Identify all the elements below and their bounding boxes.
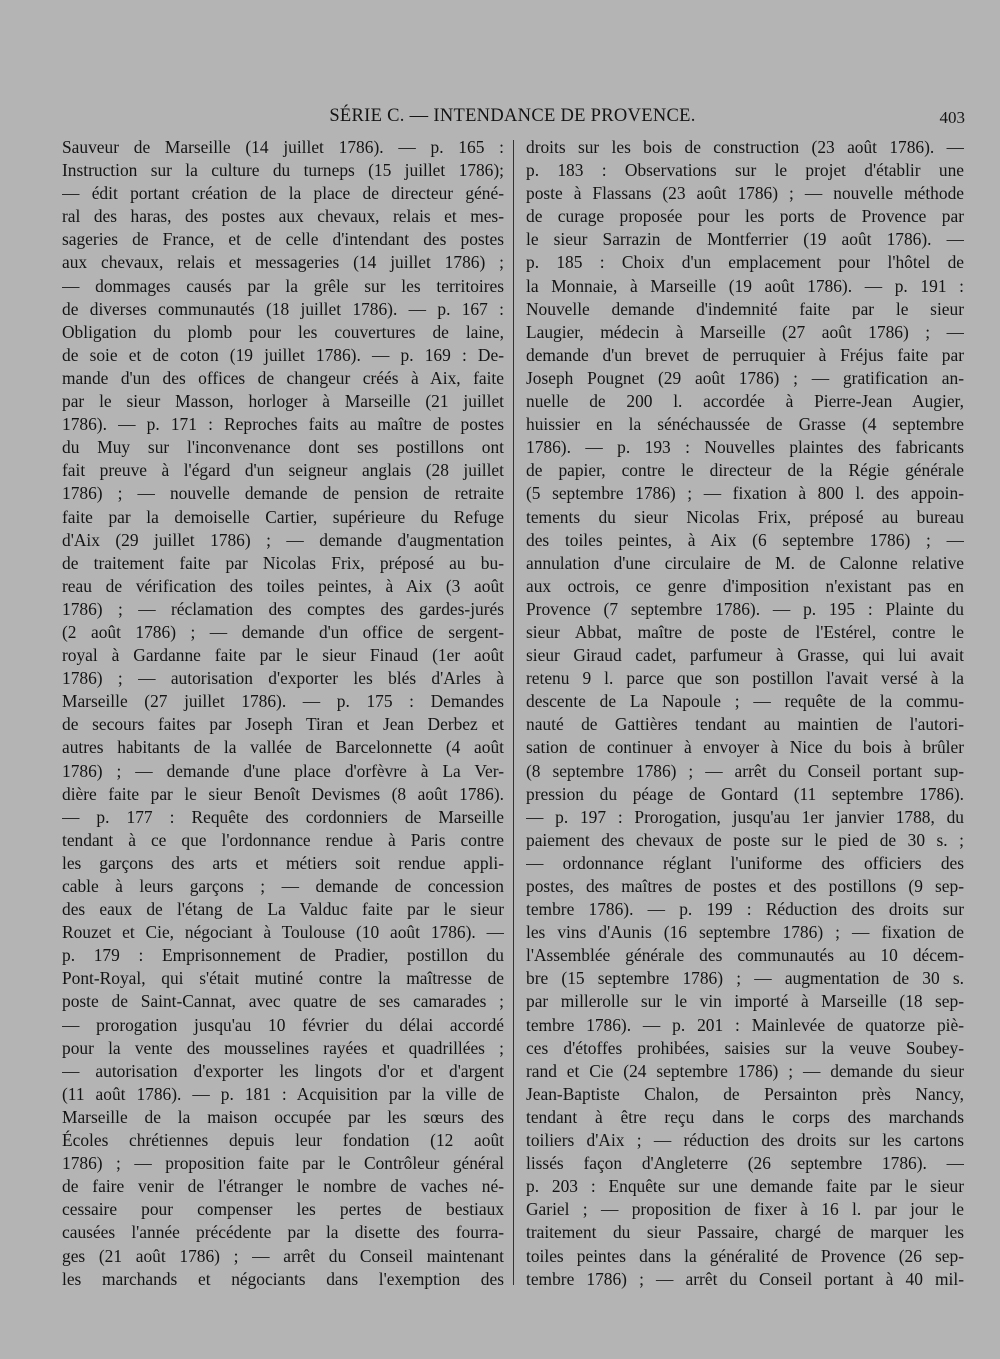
text-line: cable à leurs garçons ; — demande de concession [62,876,504,896]
text-line: Écoles chrétiennes depuis leur fondation (12 août [62,1130,504,1151]
text-line: de faire venir de l'étranger le nombre de vaches né- [62,1176,504,1197]
text-line: tembre 1786) ; — arrêt du Conseil portant à 40 mil- [526,1268,964,1289]
text-line: Nouvelle demande d'indemnité faite par le sieur [526,298,964,319]
text-line: la Monnaie, à Marseille (19 août 1786). — p. 191 : [526,275,964,296]
text-line: — p. 197 : Prorogation, jusqu'au 1er janvier 1788, du [526,806,964,827]
text-line: ces d'étoffes prohibées, saisies sur la veuve Soubey- [526,1037,964,1058]
text-line: p. 179 : Emprisonnement de Pradier, postillon du [62,945,504,966]
text-line: pression du péage de Gontard (11 septembre 1786). [526,783,964,804]
text-line: — ordonnance réglant l'uniforme des officiers des [526,852,964,873]
text-line: autres habitants de la vallée de Barcelonnette (4 août [62,737,504,758]
text-line: sageries de France, et de celle d'intendant des postes [62,229,504,250]
text-line: toiliers d'Aix ; — réduction des droits sur les cartons [526,1130,964,1151]
text-line: postes, des maîtres de postes et des postillons (9 sep- [526,876,964,896]
text-line: sation de continuer à envoyer à Nice du bois à brûler [526,737,964,758]
text-line: aux chevaux, relais et messageries (14 juillet 1786) ; [62,252,504,273]
text-line: retenu 9 l. parce que son postillon l'avait versé à la [526,668,964,689]
left-text-column [62,136,504,1291]
text-line: 1786). — p. 193 : Nouvelles plaintes des fabricants [526,437,964,458]
text-line: causées l'année précédente par la disette des fourra- [62,1222,504,1243]
text-line: Joseph Pougnet (29 août 1786) ; — gratification an- [526,367,964,388]
text-line: de papier, contre le directeur de la Régie générale [526,460,964,481]
text-line: toiles peintes dans la généralité de Provence (26 sep- [526,1245,964,1266]
text-line: Gariel ; — proposition de fixer à 16 l. par jour le [526,1199,964,1220]
text-line: poste de Saint-Cannat, avec quatre de ses camarades ; [62,991,504,1012]
text-line: par millerolle sur le vin importé à Marseille (18 sep- [526,991,964,1012]
text-line: mande d'un des offices de changeur créés à Aix, faite [62,367,504,388]
text-line: les marchands et négociants dans l'exemption des [62,1268,504,1289]
running-header [60,106,965,132]
text-line: 1786) ; — nouvelle demande de pension de retraite [62,483,504,504]
text-line: paiement des chevaux de poste sur le pied de 30 s. ; [526,829,964,850]
text-line: faite par la demoiselle Cartier, supérieure du Refuge [62,506,504,527]
text-line: de curage proposée pour les ports de Provence par [526,206,964,227]
text-line: ral des haras, des postes aux chevaux, relais et mes- [62,206,504,227]
text-line: d'Aix (29 juillet 1786) ; — demande d'augmentation [62,529,504,550]
text-line: sieur Giraud cadet, parfumeur à Grasse, qui lui avait [526,645,964,666]
text-line: du Muy sur l'inconvenance dont ses postillons ont [62,437,504,458]
text-line: Obligation du plomb pour les couvertures de laine, [62,321,504,342]
text-line: dière faite par le sieur Benoît Devismes (8 août 1786). [62,783,504,804]
text-line: cessaire pour compenser les pertes de bestiaux [62,1199,504,1220]
text-line: demande d'un brevet de perruquier à Fréjus faite par [526,344,964,365]
text-line: Sauveur de Marseille (14 juillet 1786). — p. 165 : [62,137,504,157]
text-line: 1786) ; — demande d'une place d'orfèvre à La Ver- [62,760,504,781]
text-line: (2 août 1786) ; — demande d'un office de sergent- [62,621,504,642]
text-line: poste à Flassans (23 août 1786) ; — nouvelle méthode [526,183,964,204]
text-line: royal à Gardanne faite par le sieur Finaud (1er août [62,645,504,666]
text-line: p. 203 : Enquête sur une demande faite par le sieur [526,1176,964,1197]
text-line: tembre 1786). — p. 201 : Mainlevée de quatorze piè- [526,1014,964,1035]
text-line: nauté de Gattières tendant au maintien de l'autori- [526,714,964,735]
text-line: Provence (7 septembre 1786). — p. 195 : Plainte du [526,598,964,619]
text-line: — autorisation d'exporter les lingots d'or et d'argent [62,1060,504,1081]
text-line: de diverses communautés (18 juillet 1786). — p. 167 : [62,298,504,319]
text-line: ges (21 août 1786) ; — arrêt du Conseil maintenant [62,1245,504,1266]
text-line: 1786) ; — autorisation d'exporter les blés d'Arles à [62,668,504,689]
text-line: sieur Abbat, maître de poste de l'Estérel, contre le [526,621,964,642]
right-text-column [526,136,964,1291]
text-line: p. 183 : Observations sur le projet d'établir une [526,160,964,181]
text-line: fait preuve à l'égard d'un seigneur anglais (28 juillet [62,460,504,481]
text-line: aux octrois, ce genre d'imposition n'existant pas en [526,575,964,596]
text-line: droits sur les bois de construction (23 août 1786). — [526,137,964,157]
text-line: de secours faites par Joseph Tiran et Jean Derbez et [62,714,504,735]
text-line: (8 septembre 1786) ; — arrêt du Conseil portant sup- [526,760,964,781]
text-line: des toiles peintes, à Aix (6 septembre 1786) ; — [526,529,964,550]
text-line: le sieur Sarrazin de Montferrier (19 août 1786). — [526,229,964,250]
text-line: des eaux de l'étang de La Valduc faite par le sieur [62,899,504,920]
text-line: descente de La Napoule ; — requête de la commu- [526,691,964,712]
text-line: de soie et de coton (19 juillet 1786). — p. 169 : De- [62,344,504,365]
text-line: les vins d'Aunis (16 septembre 1786) ; — fixation de [526,922,964,943]
text-line: tembre 1786). — p. 199 : Réduction des droits sur [526,899,964,920]
text-line: Instruction sur la culture du turneps (15 juillet 1786); [62,160,504,181]
text-line: — dommages causés par la grêle sur les territoires [62,275,504,296]
text-line: annulation d'une circulaire de M. de Calonne relative [526,552,964,573]
text-line: p. 185 : Choix d'un emplacement pour l'hôtel de [526,252,964,273]
text-line: — p. 177 : Requête des cordonniers de Marseille [62,806,504,827]
text-line: — prorogation jusqu'au 10 février du délai accordé [62,1014,504,1035]
text-line: (11 août 1786). — p. 181 : Acquisition par la ville de [62,1083,504,1104]
text-line: huissier en la sénéchaussée de Grasse (4 septembre [526,414,964,435]
text-line: Marseille (27 juillet 1786). — p. 175 : Demandes [62,691,504,712]
text-line: 1786) ; — réclamation des comptes des gardes-jurés [62,598,504,619]
text-line: (5 septembre 1786) ; — fixation à 800 l. des appoin- [526,483,964,504]
text-line: nuelle de 200 l. accordée à Pierre-Jean Augier, [526,391,964,412]
text-line: pour la vente des mousselines rayées et quadrillées ; [62,1037,504,1058]
text-line: Pont-Royal, qui s'était mutiné contre la maîtresse de [62,968,504,989]
text-line: bre (15 septembre 1786) ; — augmentation de 30 s. [526,968,964,989]
text-line: rand et Cie (24 septembre 1786) ; — demande du sieur [526,1060,964,1081]
text-line: de traitement faite par Nicolas Frix, préposé au bu- [62,552,504,573]
text-line: 1786) ; — proposition faite par le Contrôleur général [62,1153,504,1174]
text-line: tendant à être reçu dans le corps des marchands [526,1106,964,1127]
text-line: lissés façon d'Angleterre (26 septembre 1786). — [526,1153,964,1174]
text-line: tendant à ce que l'ordonnance rendue à Paris contre [62,829,504,850]
text-line: Marseille de la maison occupée par les sœurs des [62,1106,504,1127]
text-line: Rouzet et Cie, négociant à Toulouse (10 août 1786). — [62,922,504,943]
text-line: 1786). — p. 171 : Reproches faits au maître de postes [62,414,504,435]
text-line: — édit portant création de la place de directeur géné- [62,183,504,204]
column-divider [513,140,514,1285]
text-line: reau de vérification des toiles peintes, à Aix (3 août [62,575,504,596]
text-line: tements du sieur Nicolas Frix, préposé au bureau [526,506,964,527]
text-line: les garçons des arts et métiers soit rendue appli- [62,852,504,873]
page-header-title: SÉRIE C. — INTENDANCE DE PROVENCE. [329,106,696,126]
text-line: l'Assemblée générale des communautés au 10 décem- [526,945,964,966]
text-line: Laugier, médecin à Marseille (27 août 1786) ; — [526,321,964,342]
text-line: Jean-Baptiste Chalon, de Persainton près Nancy, [526,1083,964,1104]
text-line: par le sieur Masson, horloger à Marseille (21 juillet [62,391,504,412]
page-number: 403 [939,108,965,127]
text-line: traitement du sieur Passaire, chargé de marquer les [526,1222,964,1243]
